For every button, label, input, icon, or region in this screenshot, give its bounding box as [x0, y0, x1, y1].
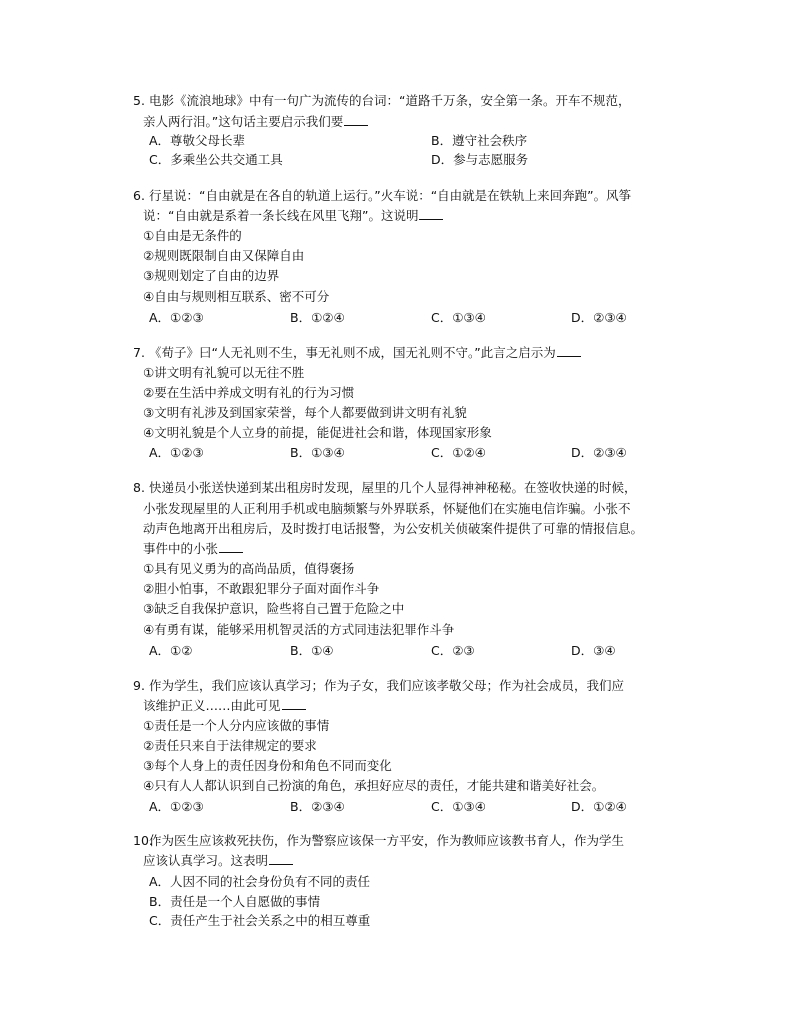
option-b: B．①③④ [290, 445, 345, 460]
question-number: 5. [133, 93, 145, 108]
option-b: B．①②④ [290, 310, 345, 325]
statement-item: ④文明礼貌是个人立身的前提，能促进社会和谐，体现国家形象 [143, 425, 492, 440]
statement-item: ①自由是无条件的 [143, 228, 242, 243]
question-number: 8. [133, 480, 145, 495]
option-d: D．②③④ [571, 445, 627, 460]
question-stem-line: 该维护正义……由此可见 [143, 698, 281, 713]
statement-item: ③文明有礼涉及到国家荣誉，每个人都要做到讲文明有礼貌 [143, 405, 467, 420]
statement-item: ②规则既限制自由又保障自由 [143, 248, 305, 263]
option-b: B．遵守社会秩序 [431, 133, 528, 148]
statement-item: ③每个人身上的责任因身份和角色不同而变化 [143, 758, 392, 773]
statement-item: ①具有见义勇为的高尚品质，值得褒扬 [143, 561, 355, 576]
option-a: A．①②③ [149, 445, 204, 460]
statement-item: ②责任只来自于法律规定的要求 [143, 738, 317, 753]
statement-item: ④有勇有谋，能够采用机智灵活的方式同违法犯罪作斗争 [143, 622, 455, 637]
statement-item: ②胆小怕事，不敢跟犯罪分子面对面作斗争 [143, 581, 380, 596]
statement-item: ②要在生活中养成文明有礼的行为习惯 [143, 385, 355, 400]
question-number: 9. [133, 678, 145, 693]
answer-blank [282, 697, 306, 710]
option-a: A．人因不同的社会身份负有不同的责任 [149, 874, 371, 889]
option-c: C．②③ [431, 643, 475, 658]
question-stem-line: 电影《流浪地球》中有一句广为流传的台词：“道路千万条，安全第一条。开车不规范， [149, 93, 631, 108]
option-b: B．②③④ [290, 799, 345, 814]
question-stem-line: 应该认真学习。这表明 [143, 853, 269, 868]
option-a: A．①②③ [149, 799, 204, 814]
question-stem-line: 亲人两行泪。”这句话主要启示我们要 [143, 114, 344, 129]
question-stem-line: 说：“自由就是系着一条长线在风里飞翔”。这说明 [143, 208, 419, 223]
question-stem-line: 动声色地离开出租房后，及时拨打电话报警，为公安机关侦破案件提供了可靠的情报信息。 [143, 521, 644, 536]
option-a: A．①②③ [149, 310, 204, 325]
question-stem-line: 《荀子》曰“人无礼则不生，事无礼则不成，国无礼则不守。”此言之启示为 [149, 345, 556, 360]
statement-item: ③缺乏自我保护意识，险些将自己置于危险之中 [143, 601, 405, 616]
question-stem-line: 作为医生应该救死扶伤，作为警察应该保一方平安，作为教师应该教书育人，作为学生 [149, 833, 625, 848]
option-d: D．①②④ [571, 799, 627, 814]
answer-blank [419, 207, 443, 220]
question-stem-line: 作为学生，我们应该认真学习；作为子女，我们应该孝敬父母；作为社会成员，我们应 [149, 678, 625, 693]
option-d: D．③④ [571, 643, 616, 658]
question-stem-line: 行星说：“自由就是在各自的轨道上运行。”火车说：“自由就是在铁轨上来回奔跑”。风筝 [149, 188, 632, 203]
answer-blank [344, 113, 368, 126]
question-number: 7. [133, 345, 145, 360]
option-c: C．①③④ [431, 799, 486, 814]
option-c: C．①②④ [431, 445, 486, 460]
option-c: C．①③④ [431, 310, 486, 325]
option-a: A．尊敬父母长辈 [149, 133, 246, 148]
statement-item: ④自由与规则相互联系、密不可分 [143, 289, 330, 304]
answer-blank [269, 852, 293, 865]
statement-item: ④只有人人都认识到自己扮演的角色，承担好应尽的责任，才能共建和谐美好社会。 [143, 778, 605, 793]
option-d: D．参与志愿服务 [431, 152, 529, 167]
question-number: 6. [133, 188, 145, 203]
statement-item: ①讲文明有礼貌可以无往不胜 [143, 365, 305, 380]
answer-blank [557, 344, 581, 357]
option-c: C．责任产生于社会关系之中的相互尊重 [149, 913, 371, 928]
statement-item: ③规则划定了自由的边界 [143, 268, 280, 283]
answer-blank [219, 540, 243, 553]
option-b: B．①④ [290, 643, 334, 658]
option-a: A．①② [149, 643, 193, 658]
option-b: B．责任是一个人自愿做的事情 [149, 894, 321, 909]
option-c: C．多乘坐公共交通工具 [149, 152, 283, 167]
statement-item: ①责任是一个人分内应该做的事情 [143, 718, 330, 733]
question-number: 10. [133, 833, 153, 848]
question-stem-line: 事件中的小张 [143, 541, 219, 556]
question-stem-line: 小张发现屋里的人正利用手机或电脑频繁与外界联系，怀疑他们在实施电信诈骗。小张不 [143, 501, 631, 516]
option-d: D．②③④ [571, 310, 627, 325]
question-stem-line: 快递员小张送快递到某出租房时发现，屋里的几个人显得神神秘秘。在签收快递的时候， [149, 480, 637, 495]
